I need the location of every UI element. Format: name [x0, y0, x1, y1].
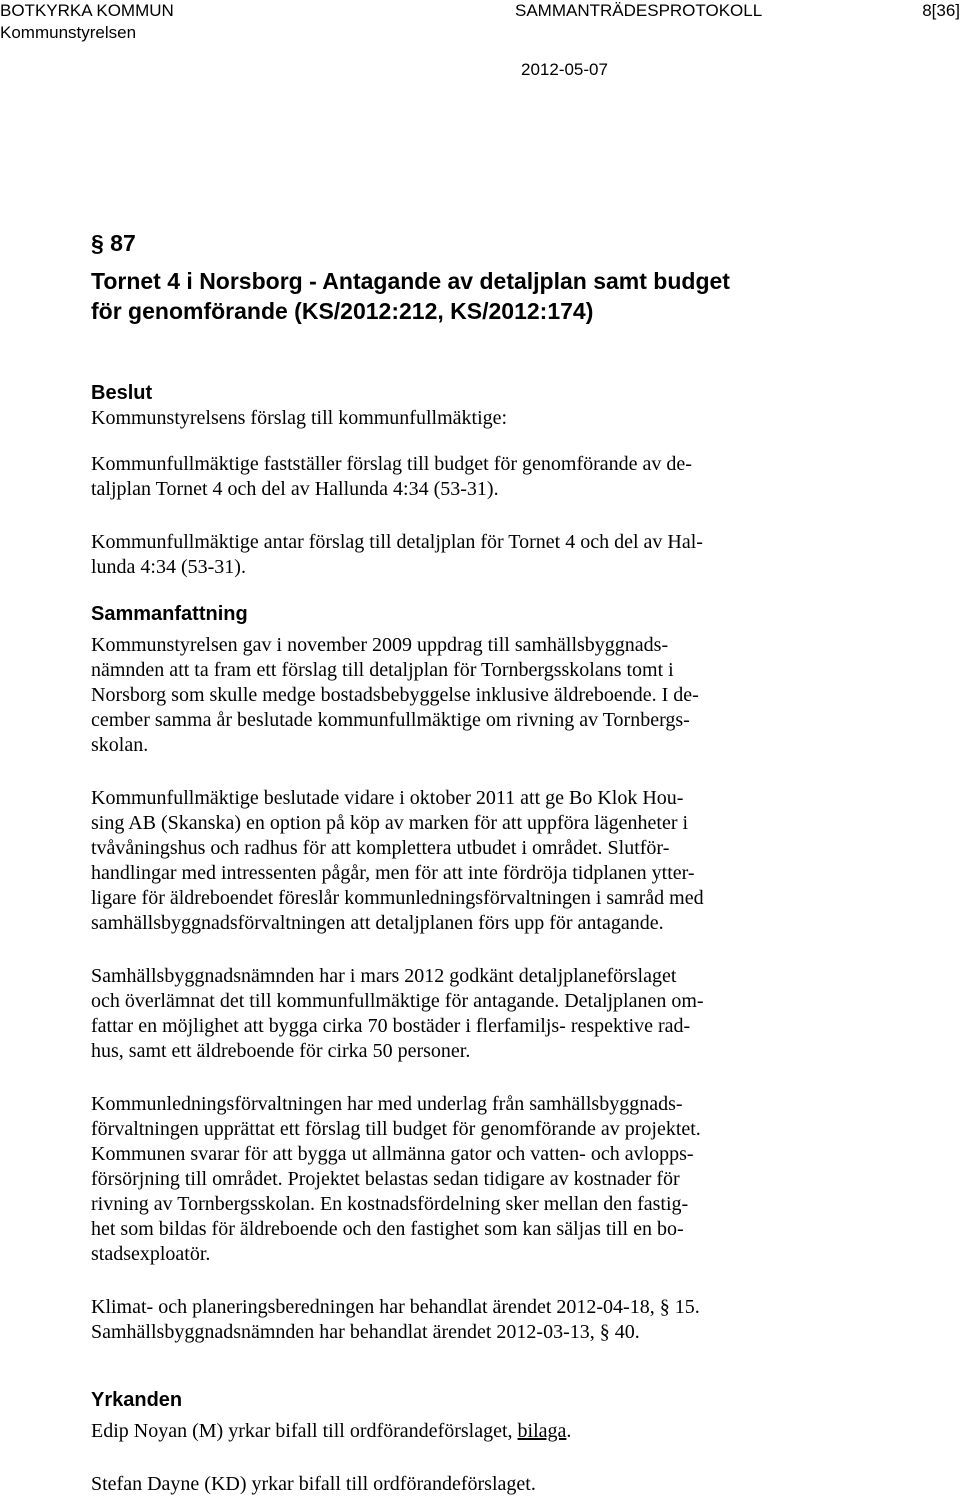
sammanfattning-paragraph-4	[91, 1092, 821, 1267]
text-line: sing AB (Skanska) en option på köp av marken för att uppföra lägenheter i	[91, 812, 689, 834]
header-page-number: 8[36]	[922, 1, 960, 20]
text-line: förvaltningen upprättat ett förslag till budget för genomförande av projektet.	[91, 1118, 701, 1140]
yrkanden-paragraph-1	[91, 1419, 821, 1444]
beslut-paragraph-1	[91, 452, 821, 502]
header-date: 2012-05-07	[521, 60, 608, 79]
text-line: skolan.	[91, 734, 149, 756]
text-segment: .	[566, 1420, 572, 1442]
text-line: samhällsbyggnadsförvaltningen att detaljplanen förs upp för antagande.	[91, 912, 664, 934]
beslut-heading: Beslut	[91, 382, 153, 404]
sammanfattning-paragraph-3	[91, 964, 821, 1064]
text-line: Norsborg som skulle medge bostadsbebyggelse inklusive äldreboende. I de-	[91, 684, 699, 706]
beslut-subheading: Kommunstyrelsens förslag till kommunfullmäktige:	[91, 407, 508, 429]
beslut-paragraph-2	[91, 530, 821, 580]
text-line: ligare för äldreboendet föreslår kommunledningsförvaltningen i samråd med	[91, 887, 704, 909]
header-organization: BOTKYRKA KOMMUN	[0, 1, 174, 20]
text-line: fattar en möjlighet att bygga cirka 70 bostäder i flerfamiljs- respektive rad-	[91, 1015, 691, 1037]
sammanfattning-heading: Sammanfattning	[91, 603, 248, 625]
sammanfattning-paragraph-2	[91, 786, 821, 936]
text-line: taljplan Tornet 4 och del av Hallunda 4:34 (53-31).	[91, 478, 499, 500]
text-line: Samhällsbyggnadsnämnden har behandlat ärendet 2012-03-13, § 40.	[91, 1321, 640, 1343]
yrkanden-paragraph-2: Stefan Dayne (KD) yrkar bifall till ordförandeförslaget.	[91, 1473, 536, 1495]
text-line: Kommunstyrelsen gav i november 2009 uppdrag till samhällsbyggnads-	[91, 634, 669, 656]
text-line: tvåvåningshus och radhus för att komplettera utbudet i området. Slutför-	[91, 837, 670, 859]
text-line: nämnden att ta fram ett förslag till detaljplan för Tornbergsskolans tomt i	[91, 659, 674, 681]
text-line: Kommunfullmäktige beslutade vidare i oktober 2011 att ge Bo Klok Hou-	[91, 787, 684, 809]
text-line: hus, samt ett äldreboende för cirka 50 personer.	[91, 1040, 471, 1062]
text-line: lunda 4:34 (53-31).	[91, 556, 246, 578]
text-line: het som bildas för äldreboende och den fastighet som kan säljas till en bo-	[91, 1218, 684, 1240]
text-line: stadsexploatör.	[91, 1243, 211, 1265]
text-line: Kommunfullmäktige antar förslag till detaljplan för Tornet 4 och del av Hal-	[91, 531, 703, 553]
bilaga-link[interactable]: bilaga	[517, 1420, 567, 1442]
header-protocol-type: SAMMANTRÄDESPROTOKOLL	[515, 1, 763, 20]
text-line: handlingar med intressenten pågår, men för att inte fördröja tidplanen ytter-	[91, 862, 695, 884]
section-number: § 87	[91, 230, 136, 256]
text-line: Kommunfullmäktige fastställer förslag till budget för genomförande av de-	[91, 453, 692, 475]
text-line: Kommunledningsförvaltningen har med underlag från samhällsbyggnads-	[91, 1093, 683, 1115]
text-line: försörjning till området. Projektet belastas sedan tidigare av kostnader för	[91, 1168, 680, 1190]
document-body	[91, 228, 821, 1497]
sammanfattning-paragraph-1	[91, 633, 821, 758]
section-title-line: Tornet 4 i Norsborg - Antagande av detaljplan samt budget	[91, 268, 730, 294]
text-line: cember samma år beslutade kommunfullmäktige om rivning av Tornbergs-	[91, 709, 690, 731]
yrkanden-heading: Yrkanden	[91, 1389, 183, 1411]
text-line: rivning av Tornbergsskolan. En kostnadsfördelning sker mellan den fastig-	[91, 1193, 689, 1215]
text-segment: Edip Noyan (M) yrkar bifall till ordförandeförslaget,	[91, 1420, 518, 1442]
sammanfattning-paragraph-5	[91, 1295, 821, 1345]
text-line: Klimat- och planeringsberedningen har behandlat ärendet 2012-04-18, § 15.	[91, 1296, 700, 1318]
header-committee: Kommunstyrelsen	[0, 23, 137, 42]
section-title-line: för genomförande (KS/2012:212, KS/2012:174)	[91, 298, 594, 324]
text-line: Kommunen svarar för att bygga ut allmänna gator och vatten- och avlopps-	[91, 1143, 694, 1165]
text-line: och överlämnat det till kommunfullmäktige för antagande. Detaljplanen om-	[91, 990, 704, 1012]
section-title	[91, 266, 821, 326]
text-line: Samhällsbyggnadsnämnden har i mars 2012 godkänt detaljplaneförslaget	[91, 965, 677, 987]
